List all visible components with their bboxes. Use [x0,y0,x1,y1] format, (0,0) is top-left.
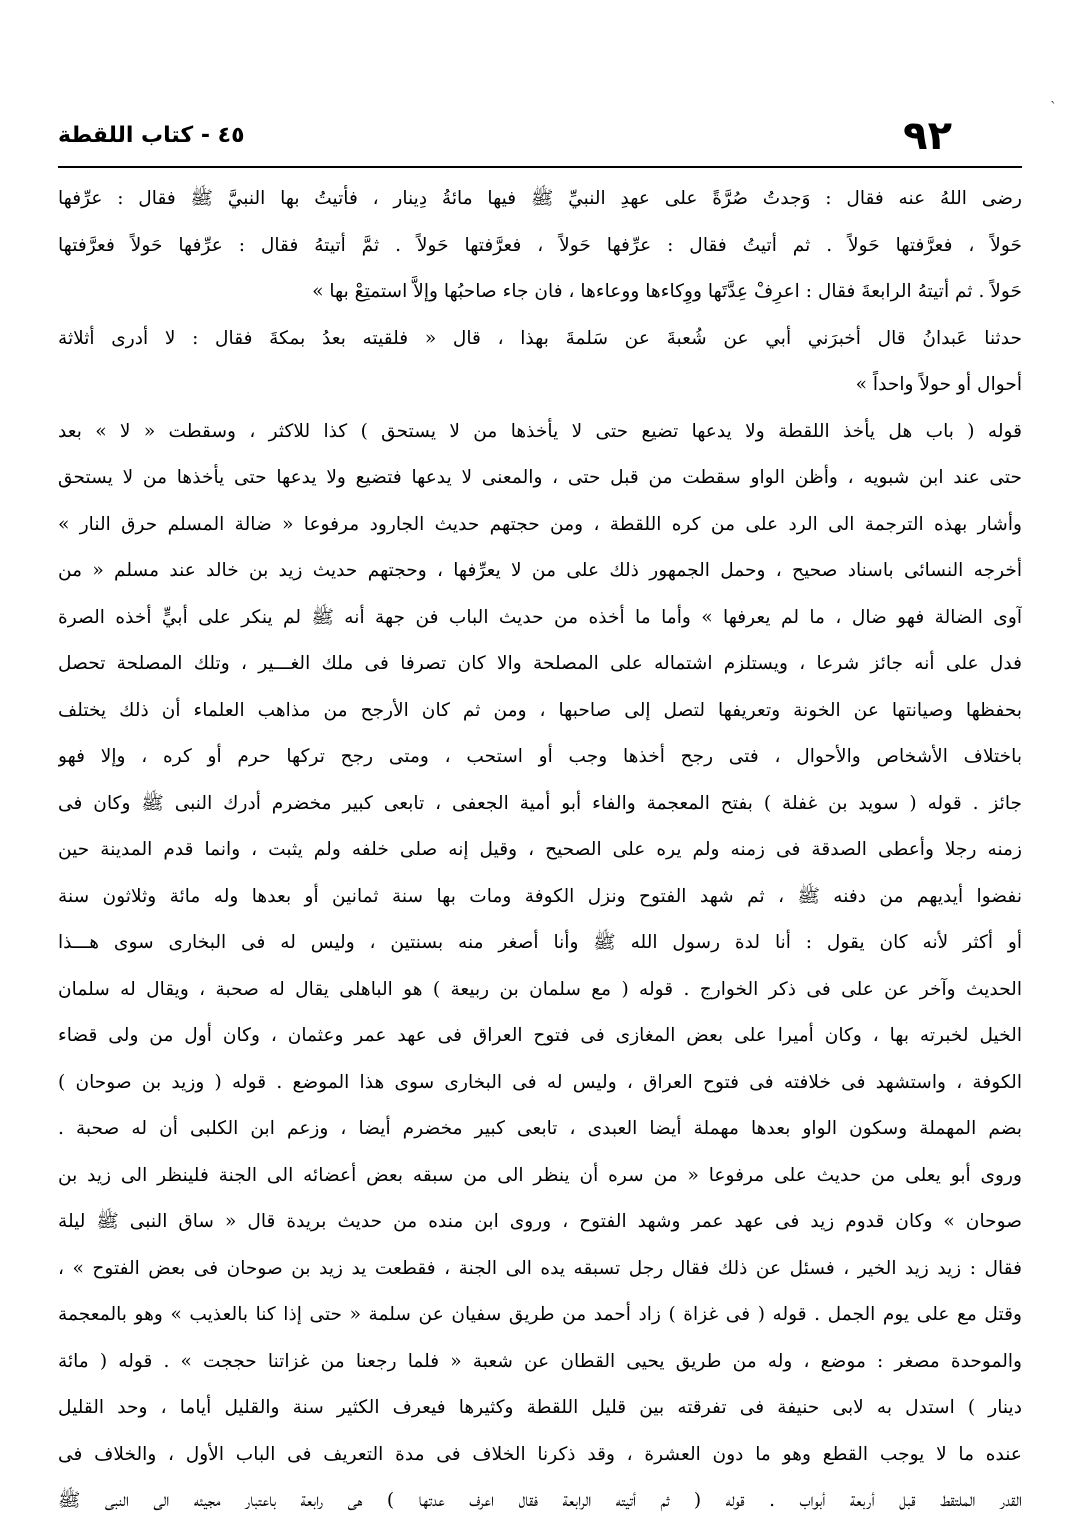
text-line: رضى اللهُ عنه فقال : وَجدتُ صُرَّةً على عهدِ النبيِّ ﷺ فيها مائةُ دِينار ، فأتيتُ بها النبيَّ ﷺ فقال : عرِّفها [58,188,1022,209]
header-rule [58,166,1022,168]
text-line: نفضوا أيديهم من دفنه ﷺ ، ثم شهد الفتوح ونزل الكوفة ومات بها سنة ثمانين أو بعدها وله مائة وثلاثون سنة [58,885,1022,907]
text-line: فدل على أنه جائز شرعا ، ويستلزم اشتماله على المصلحة والا كان تصرفا فى ملك الغـــير ، وتلك المصلحة تحصل [58,653,1022,674]
text-line: وروى أبو يعلى من حديث على مرفوعا « من سره أن ينظر الى من سبقه بعض أعضائه الى الجنة فلينظر الى زيد بن [58,1164,1022,1186]
text-line: الخيل لخبرته بها ، وكان أميرا على بعض المغازى فى فتوح العراق فى عهد عمر وعثمان ، وكان أول من ولى قضاء [58,1025,1022,1046]
text-line: باختلاف الأشخاص والأحوال ، فتى رجح أخذها وجب أو استحب ، ومتى رجح تركها حرم أو كره ، وإلا فهو [58,746,1022,767]
text-line: صوحان » وكان قدوم زيد فى عهد عمر وشهد الفتوح ، وروى ابن منده من حديث بريدة قال « ساق النبى ﷺ ليلة [58,1211,1022,1232]
page-number: ٩٢ [903,113,952,159]
text-line: حَولاً ، فعرَّفتها حَولاً . ثم أتيتُ فقال : عرِّفها حَولاً ، فعرَّفتها حَولاً . ثمَّ أتيتهُ فقال : عرِّفها حَولاً فعرَّفتها [58,234,1022,256]
text-line: الكوفة ، واستشهد فى خلافته فى فتوح العراق ، وليس له فى البخارى سوى هذا الموضع . قوله ( وزيد بن صوحان ) [58,1071,1022,1093]
text-line: بحفظها وصيانتها عن الخونة وتعريفها لتصل إلى صاحبها ، ومن ثم كان الأرجح من مذاهب العلماء أن ذلك يختلف [58,699,1022,721]
text-line: أحوال أو حولاً واحداً » [855,374,1022,395]
text-line: حتى عند ابن شبويه ، وأظن الواو سقطت من قبل حتى ، والمعنى لا يدعها فتضيع ولا يدعها حتى يأخذها من لا يستحق [58,467,1022,488]
text-line: حدثنا عَبدانُ قال أخبرَني أبي عن شُعبةَ عن سَلمةَ بهذا ، قال « فلقيته بعدُ بمكةَ فقال : لا أدرى أثلاثة [58,327,1022,349]
text-line: بضم المهملة وسكون الواو بعدها مهملة أيضا العبدى ، تابعى كبير مخضرم أيضا ، وزعم ابن الكلبى أن له صحبة . [58,1118,1022,1139]
text-line: جائز . قوله ( سويد بن غفلة ) بفتح المعجمة والفاء أبو أمية الجعفى ، تابعى كبير مخضرم أدرك النبى ﷺ وكان فى [58,792,1022,814]
text-line: الحديث وآخر عن على فى ذكر الخوارج . قوله ( مع سلمان بن ربيعة ) هو الباهلى يقال له صحبة ، ويقال له سلمان [58,978,1022,1000]
text-line: أخرجه النسائى باسناد صحيح ، وحمل الجمهور ذلك على من لا يعرِّفها ، وحجتهم حديث زيد بن خالد عند مسلم « من [58,560,1022,581]
text-line: دينار ) استدل به لابى حنيفة فى تفرقته بين قليل اللقطة وكثيرها فيعرف الكثير سنة والقليل أياما ، وحد القليل [58,1397,1022,1418]
text-line: زمنه رجلا وأعطى الصدقة فى زمنه ولم يره على الصحيح ، وقيل إنه صلى خلفه ولم يثبت ، وانما قدم المدينة حين [58,839,1022,860]
body-text [58,176,1022,1525]
text-line: قوله ( باب هل يأخذ اللقطة ولا يدعها تضيع حتى لا يأخذها من لا يستحق ) كذا للاكثر ، وسقطت « لا » بعد [58,420,1022,442]
text-line: القدر الملتقط قبل أربعة أبواب . قوله ( ثم أتيته الرابعة فقال اعرف عدتها ) هى رابعة باعتبار مجيئه الى النبى ﷺ [58,1490,1022,1511]
text-line: فقال : زيد زيد الخير ، فسئل عن ذلك فقال رجل تسبقه يده الى الجنة ، فقطعت يد زيد بن صوحان فى بعض الفتوح » ، [58,1257,1022,1279]
text-line: والموحدة مصغر : موضع ، وله من طريق يحيى القطان عن شعبة « فلما رجعنا من غزاتنا حججت » . قوله ( مائة [58,1350,1022,1372]
text-line: حَولاً . ثم أتيتهُ الرابعةَ فقال : اعرِفْ عِدَّتَها ووِكاءها ووعاءها ، فان جاء صاحبُها وإلاَّ استمتِعْ بها » [312,281,1022,302]
text-line: آوى الضالة فهو ضال ، ما لم يعرفها » وأما ما أخذه من حديث الباب فن جهة أنه ﷺ لم ينكر على أبيٍّ أخذه الصرة [58,606,1022,628]
text-line: عنده ما لا يوجب القطع وهو ما دون العشرة ، وقد ذكرنا الخلاف فى مدة التعريف فى الباب الأول ، والخلاف فى [58,1443,1022,1465]
text-line: وقتل مع على يوم الجمل . قوله ( فى غزاة ) زاد أحمد من طريق سفيان عن سلمة « حتى إذا كنا بالعذيب » وهو بالمعجمة [58,1304,1022,1325]
page-header [58,112,1022,160]
text-line: وأشار بهذه الترجمة الى الرد على من كره اللقطة ، ومن حجتهم حديث الجارود مرفوعا « ضالة المسلم حرق النار » [58,513,1022,535]
text-line: أو أكثر لأنه كان يقول : أنا لدة رسول الله ﷺ وأنا أصغر منه بسنتين ، وليس له فى البخارى سوى هـــذا [58,932,1022,953]
running-title: ٤٥ - كتاب اللقطة [58,123,245,148]
page-corner-mark: ` [1050,100,1057,116]
